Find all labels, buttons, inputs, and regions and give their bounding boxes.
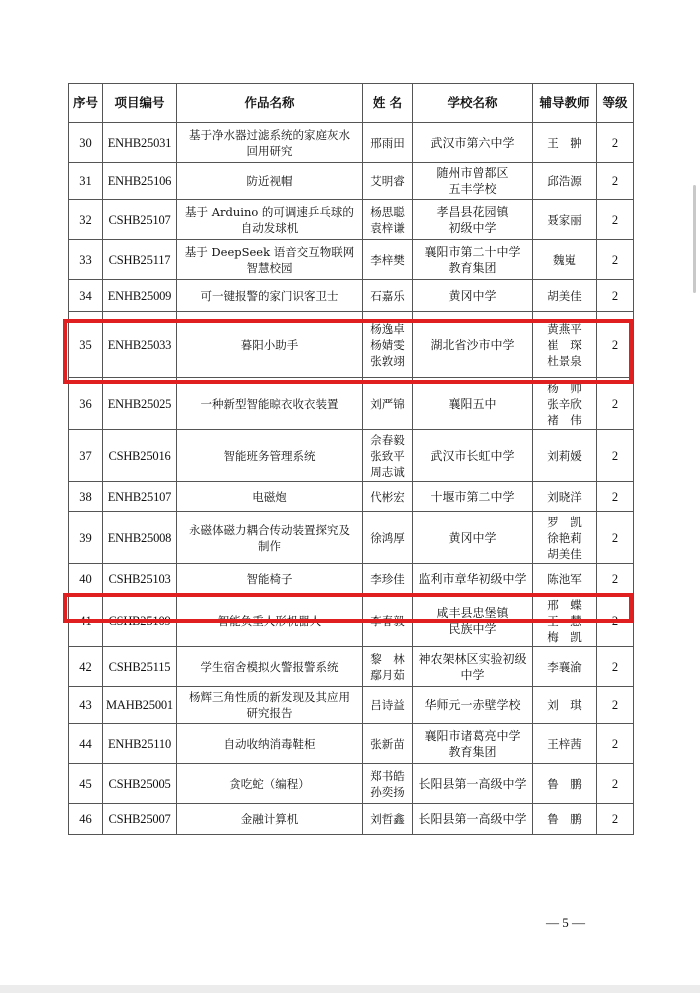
cell-school-line: 武汉市长虹中学 bbox=[430, 448, 515, 463]
cell-names-line: 孙奕扬 bbox=[370, 784, 405, 799]
cell-title-line: 金融计算机 bbox=[240, 812, 299, 826]
cell-teachers bbox=[533, 240, 597, 280]
cell-names-line: 邢雨田 bbox=[370, 135, 405, 150]
cell-school-line: 中学 bbox=[460, 667, 485, 682]
cell-names bbox=[363, 564, 413, 595]
cell-level: 2 bbox=[597, 430, 634, 482]
cell-code: CSHB25117 bbox=[103, 240, 177, 280]
cell-school bbox=[413, 200, 533, 240]
table-row bbox=[69, 564, 634, 595]
cell-names bbox=[363, 200, 413, 240]
cell-code: ENHB25107 bbox=[103, 482, 177, 512]
cell-level: 2 bbox=[597, 312, 634, 378]
cell-school bbox=[413, 163, 533, 200]
cell-level: 2 bbox=[597, 240, 634, 280]
cell-teachers bbox=[533, 804, 597, 835]
cell-level: 2 bbox=[597, 647, 634, 687]
cell-names-line: 袁梓谦 bbox=[370, 220, 405, 235]
table-row bbox=[69, 200, 634, 240]
cell-names bbox=[363, 724, 413, 764]
cell-teachers-line: 李襄渝 bbox=[547, 659, 582, 674]
cell-names-line: 李春毅 bbox=[370, 613, 405, 628]
cell-num: 30 bbox=[69, 123, 103, 163]
cell-teachers bbox=[533, 764, 597, 804]
cell-title bbox=[177, 687, 363, 724]
cell-title bbox=[177, 280, 363, 312]
cell-teachers-line: 邢 蝶 bbox=[547, 597, 582, 612]
cell-school-line: 教育集团 bbox=[448, 260, 497, 275]
cell-teachers bbox=[533, 378, 597, 430]
cell-names-line: 佘春毅 bbox=[370, 432, 405, 447]
header-names: 姓 名 bbox=[363, 84, 413, 123]
cell-school-line: 随州市曾都区 bbox=[436, 166, 509, 180]
cell-school-line: 襄阳五中 bbox=[448, 396, 497, 411]
cell-title bbox=[177, 163, 363, 200]
cell-school-line: 神农架林区实验初级 bbox=[418, 651, 527, 666]
scrollbar-thumb[interactable] bbox=[693, 185, 696, 293]
cell-title bbox=[177, 200, 363, 240]
cell-teachers bbox=[533, 200, 597, 240]
cell-num: 46 bbox=[69, 804, 103, 835]
cell-title-line: 永磁体磁力耦合传动装置探究及 bbox=[189, 522, 350, 537]
cell-title-line: 防近视帽 bbox=[246, 174, 293, 188]
cell-level: 2 bbox=[597, 378, 634, 430]
cell-school bbox=[413, 564, 533, 595]
cell-names bbox=[363, 123, 413, 163]
cell-names bbox=[363, 647, 413, 687]
cell-school bbox=[413, 804, 533, 835]
header-title: 作品名称 bbox=[177, 84, 363, 123]
table-row bbox=[69, 724, 634, 764]
cell-code: CSHB25109 bbox=[103, 595, 177, 647]
cell-names bbox=[363, 687, 413, 724]
cell-level: 2 bbox=[597, 724, 634, 764]
cell-names bbox=[363, 280, 413, 312]
cell-names-line: 刘哲鑫 bbox=[370, 812, 405, 826]
cell-teachers bbox=[533, 595, 597, 647]
cell-names-line: 刘严锦 bbox=[370, 396, 405, 411]
cell-title-line: 制作 bbox=[258, 538, 281, 553]
cell-title bbox=[177, 482, 363, 512]
cell-school-line: 长阳县第一高级中学 bbox=[418, 812, 527, 826]
cell-num: 44 bbox=[69, 724, 103, 764]
table-row bbox=[69, 764, 634, 804]
header-school: 学校名称 bbox=[413, 84, 533, 123]
cell-num: 40 bbox=[69, 564, 103, 595]
cell-teachers bbox=[533, 724, 597, 764]
cell-teachers bbox=[533, 312, 597, 378]
cell-title-line: 可一键报警的家门识客卫士 bbox=[200, 288, 339, 303]
cell-school-line: 湖北省沙市中学 bbox=[430, 337, 515, 352]
cell-code: MAHB25001 bbox=[103, 687, 177, 724]
header-teachers: 辅导教师 bbox=[533, 84, 597, 123]
table-row bbox=[69, 240, 634, 280]
cell-teachers bbox=[533, 512, 597, 564]
cell-teachers-line: 胡美佳 bbox=[547, 288, 582, 303]
cell-school-line: 初级中学 bbox=[448, 220, 497, 235]
table-row bbox=[69, 595, 634, 647]
table-row bbox=[69, 312, 634, 378]
cell-code: ENHB25009 bbox=[103, 280, 177, 312]
cell-title-line: 杨辉三角性质的新发现及其应用 bbox=[189, 690, 350, 704]
cell-names-line: 代彬宏 bbox=[370, 489, 405, 504]
cell-code: ENHB25106 bbox=[103, 163, 177, 200]
cell-level: 2 bbox=[597, 687, 634, 724]
cell-num: 35 bbox=[69, 312, 103, 378]
cell-num: 39 bbox=[69, 512, 103, 564]
cell-teachers-line: 聂家丽 bbox=[547, 212, 582, 227]
cell-teachers-line: 刘 琪 bbox=[547, 698, 582, 712]
cell-names-line: 张敦翊 bbox=[370, 353, 405, 368]
cell-num: 33 bbox=[69, 240, 103, 280]
cell-school-line: 长阳县第一高级中学 bbox=[418, 776, 527, 791]
cell-teachers bbox=[533, 430, 597, 482]
cell-school-line: 黄冈中学 bbox=[448, 288, 497, 303]
cell-teachers bbox=[533, 647, 597, 687]
cell-names bbox=[363, 764, 413, 804]
cell-teachers-line: 王 慧 bbox=[547, 613, 582, 628]
cell-teachers bbox=[533, 163, 597, 200]
cell-school-line: 华师元一赤壁学校 bbox=[424, 698, 521, 712]
cell-names-line: 徐鸿厚 bbox=[370, 530, 405, 545]
cell-title bbox=[177, 647, 363, 687]
cell-teachers-line: 胡美佳 bbox=[547, 546, 582, 561]
cell-title-line: 智能负重人形机器人 bbox=[217, 613, 322, 628]
page-number: — 5 — bbox=[546, 915, 585, 930]
table-row bbox=[69, 804, 634, 835]
cell-code: CSHB25016 bbox=[103, 430, 177, 482]
cell-school bbox=[413, 512, 533, 564]
cell-school-line: 黄冈中学 bbox=[448, 530, 497, 545]
cell-title bbox=[177, 595, 363, 647]
cell-title bbox=[177, 764, 363, 804]
table-row bbox=[69, 123, 634, 163]
cell-title bbox=[177, 564, 363, 595]
cell-names bbox=[363, 378, 413, 430]
cell-names bbox=[363, 312, 413, 378]
cell-school bbox=[413, 687, 533, 724]
cell-title-line: 智慧校园 bbox=[246, 260, 293, 275]
cell-teachers bbox=[533, 687, 597, 724]
cell-names bbox=[363, 240, 413, 280]
cell-title-line: 智能班务管理系统 bbox=[223, 448, 316, 463]
cell-school bbox=[413, 430, 533, 482]
cell-num: 43 bbox=[69, 687, 103, 724]
cell-code: ENHB25008 bbox=[103, 512, 177, 564]
cell-level: 2 bbox=[597, 163, 634, 200]
cell-title-line: 电磁炮 bbox=[252, 489, 287, 504]
cell-teachers-line: 鲁 鹏 bbox=[547, 812, 582, 826]
cell-title bbox=[177, 804, 363, 835]
cell-names-line: 杨逸卓 bbox=[370, 321, 405, 336]
cell-school bbox=[413, 482, 533, 512]
cell-code: ENHB25031 bbox=[103, 123, 177, 163]
cell-names-line: 石嘉乐 bbox=[370, 288, 405, 303]
cell-teachers-line: 刘莉媛 bbox=[547, 448, 582, 463]
table-row bbox=[69, 687, 634, 724]
cell-num: 31 bbox=[69, 163, 103, 200]
cell-title bbox=[177, 512, 363, 564]
cell-title bbox=[177, 240, 363, 280]
cell-school bbox=[413, 312, 533, 378]
cell-title-line: 智能椅子 bbox=[246, 572, 293, 586]
cell-code: ENHB25025 bbox=[103, 378, 177, 430]
cell-school bbox=[413, 764, 533, 804]
cell-title-line: 基于 Arduino 的可调速乒乓球的 bbox=[185, 204, 354, 219]
award-table bbox=[68, 83, 634, 835]
cell-teachers-line: 梅 凯 bbox=[547, 629, 582, 644]
cell-num: 32 bbox=[69, 200, 103, 240]
cell-teachers-line: 陈池军 bbox=[547, 572, 582, 586]
table-row bbox=[69, 280, 634, 312]
cell-teachers-line: 徐艳莉 bbox=[547, 530, 582, 545]
cell-title bbox=[177, 312, 363, 378]
header-num: 序号 bbox=[69, 84, 103, 123]
cell-teachers-line: 黄燕平 bbox=[547, 321, 582, 336]
cell-title-line: 贪吃蛇（编程） bbox=[229, 776, 310, 791]
cell-teachers-line: 王 翀 bbox=[547, 135, 582, 150]
cell-level: 2 bbox=[597, 564, 634, 595]
cell-teachers bbox=[533, 123, 597, 163]
cell-teachers bbox=[533, 280, 597, 312]
cell-code: CSHB25007 bbox=[103, 804, 177, 835]
cell-num: 37 bbox=[69, 430, 103, 482]
cell-code: CSHB25107 bbox=[103, 200, 177, 240]
cell-level: 2 bbox=[597, 804, 634, 835]
cell-level: 2 bbox=[597, 482, 634, 512]
cell-num: 41 bbox=[69, 595, 103, 647]
header-level: 等级 bbox=[597, 84, 634, 123]
cell-school bbox=[413, 378, 533, 430]
cell-names bbox=[363, 804, 413, 835]
cell-school-line: 咸丰县忠堡镇 bbox=[436, 605, 509, 620]
cell-title bbox=[177, 724, 363, 764]
cell-teachers-line: 褚 伟 bbox=[547, 412, 582, 427]
cell-code: ENHB25110 bbox=[103, 724, 177, 764]
header-code: 项目编号 bbox=[103, 84, 177, 123]
cell-level: 2 bbox=[597, 512, 634, 564]
cell-school bbox=[413, 240, 533, 280]
cell-teachers-line: 罗 凯 bbox=[547, 514, 582, 529]
cell-code: ENHB25033 bbox=[103, 312, 177, 378]
cell-title-line: 一种新型智能晾衣收衣装置 bbox=[200, 396, 339, 411]
cell-names-line: 周志诚 bbox=[370, 464, 405, 479]
cell-teachers bbox=[533, 482, 597, 512]
cell-code: CSHB25005 bbox=[103, 764, 177, 804]
bottom-bar bbox=[0, 985, 700, 993]
cell-title-line: 暮阳小助手 bbox=[240, 337, 299, 352]
cell-names bbox=[363, 163, 413, 200]
cell-title-line: 研究报告 bbox=[246, 706, 293, 720]
cell-teachers-line: 刘晓洋 bbox=[547, 489, 582, 504]
cell-school bbox=[413, 123, 533, 163]
cell-level: 2 bbox=[597, 595, 634, 647]
cell-school-line: 襄阳市诸葛亮中学 bbox=[424, 728, 521, 743]
cell-school-line: 教育集团 bbox=[448, 744, 497, 759]
cell-names-line: 杨婧雯 bbox=[370, 337, 405, 352]
cell-names-line: 张致平 bbox=[370, 448, 405, 463]
cell-school-line: 襄阳市第二十中学 bbox=[424, 244, 521, 259]
cell-names bbox=[363, 430, 413, 482]
table-row bbox=[69, 430, 634, 482]
cell-school bbox=[413, 280, 533, 312]
table-row bbox=[69, 163, 634, 200]
cell-names-line: 张新苗 bbox=[370, 736, 405, 751]
cell-title-line: 自动发球机 bbox=[240, 220, 299, 235]
cell-title-line: 自动收纳消毒鞋柜 bbox=[223, 736, 316, 751]
cell-names-line: 李梓樊 bbox=[370, 252, 405, 267]
cell-level: 2 bbox=[597, 200, 634, 240]
cell-num: 42 bbox=[69, 647, 103, 687]
cell-teachers-line: 杨 帅 bbox=[547, 380, 582, 395]
cell-title-line: 基于净水器过滤系统的家庭灰水 bbox=[189, 127, 350, 142]
table-row bbox=[69, 378, 634, 430]
cell-school bbox=[413, 724, 533, 764]
cell-names-line: 吕诗益 bbox=[370, 698, 405, 712]
cell-school-line: 十堰市第二中学 bbox=[430, 489, 515, 504]
cell-teachers-line: 杜景泉 bbox=[547, 353, 582, 368]
cell-school-line: 民族中学 bbox=[448, 621, 497, 636]
cell-teachers-line: 张辛欣 bbox=[547, 396, 582, 411]
cell-names-line: 李珍佳 bbox=[370, 572, 405, 586]
table-header-row bbox=[69, 84, 634, 123]
cell-teachers-line: 王梓茜 bbox=[547, 736, 582, 751]
cell-teachers-line: 邱浩源 bbox=[547, 174, 582, 188]
cell-num: 34 bbox=[69, 280, 103, 312]
cell-level: 2 bbox=[597, 764, 634, 804]
cell-title bbox=[177, 378, 363, 430]
cell-names bbox=[363, 595, 413, 647]
cell-names bbox=[363, 512, 413, 564]
cell-teachers-line: 魏嵬 bbox=[553, 252, 576, 267]
cell-school-line: 监利市章华初级中学 bbox=[418, 572, 527, 586]
cell-school-line: 武汉市第六中学 bbox=[430, 135, 515, 150]
cell-title-line: 学生宿舍模拟火警报警系统 bbox=[200, 659, 339, 674]
cell-title bbox=[177, 123, 363, 163]
cell-teachers bbox=[533, 564, 597, 595]
cell-names-line: 杨思聪 bbox=[370, 204, 405, 219]
cell-names bbox=[363, 482, 413, 512]
cell-school-line: 孝昌县花园镇 bbox=[436, 204, 509, 219]
cell-school bbox=[413, 647, 533, 687]
cell-names-line: 黎 林 bbox=[370, 651, 405, 666]
cell-level: 2 bbox=[597, 123, 634, 163]
table-row bbox=[69, 482, 634, 512]
cell-names-line: 郑书皓 bbox=[370, 768, 405, 783]
cell-school-line: 五丰学校 bbox=[448, 182, 497, 196]
cell-teachers-line: 鲁 鹏 bbox=[547, 776, 582, 791]
cell-names-line: 艾明睿 bbox=[370, 174, 405, 188]
cell-title-line: 回用研究 bbox=[246, 143, 293, 158]
cell-level: 2 bbox=[597, 280, 634, 312]
cell-num: 38 bbox=[69, 482, 103, 512]
table-row bbox=[69, 512, 634, 564]
cell-num: 45 bbox=[69, 764, 103, 804]
table-row bbox=[69, 647, 634, 687]
cell-num: 36 bbox=[69, 378, 103, 430]
cell-code: CSHB25103 bbox=[103, 564, 177, 595]
cell-names-line: 鄢月茹 bbox=[370, 667, 405, 682]
cell-teachers-line: 崔 琛 bbox=[547, 337, 582, 352]
cell-title bbox=[177, 430, 363, 482]
cell-code: CSHB25115 bbox=[103, 647, 177, 687]
cell-title-line: 基于 DeepSeek 语音交互物联网 bbox=[184, 244, 355, 259]
cell-school bbox=[413, 595, 533, 647]
